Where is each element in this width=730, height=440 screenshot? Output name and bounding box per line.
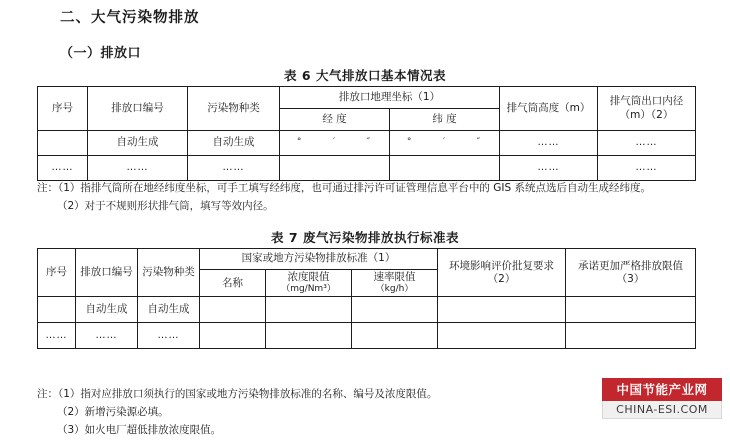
th-standard-name: 名称 xyxy=(200,270,266,297)
cell-standard-name xyxy=(200,297,266,323)
deg-symbol: ° xyxy=(296,137,304,148)
cell-rate-limit xyxy=(352,323,438,349)
deg-symbol: ° xyxy=(406,137,414,148)
cell-pollutant-type: 自动生成 xyxy=(188,131,280,156)
cell-standard-name xyxy=(200,323,266,349)
watermark-site-name: 中国节能产业网 xyxy=(602,378,722,401)
cell-latitude xyxy=(390,156,500,181)
cell-conc-limit xyxy=(266,323,352,349)
th-rate-limit-unit: （kg/h） xyxy=(375,284,414,295)
cell-stack-diameter: …… xyxy=(598,131,696,156)
note-line: （2）新增污染源必填。 xyxy=(57,405,169,418)
table-header-row xyxy=(38,87,696,109)
table7-caption: 表 7 废气污染物排放执行标准表 xyxy=(271,230,459,245)
min-symbol: ′ xyxy=(333,137,338,148)
note-line: 注：（1）指对应排放口须执行的国家或地方污染物排放标准的名称、编号及浓度限值。 xyxy=(37,388,438,400)
cell-longitude xyxy=(280,131,390,156)
cell-stack-height: …… xyxy=(500,156,598,181)
table-header-row xyxy=(38,249,696,270)
subsection-title: （一）排放口 xyxy=(60,46,142,61)
cell-pollutant-type: …… xyxy=(188,156,280,181)
th-standard-group: 国家或地方污染物排放标准（1） xyxy=(200,249,438,270)
cell-latitude xyxy=(390,131,500,156)
cell-no: …… xyxy=(38,323,76,349)
table-waste-gas-standards xyxy=(37,248,696,349)
page-title: 二、大气污染物排放 xyxy=(60,10,200,26)
th-commitment: 承诺更加严格排放限值（3） xyxy=(566,249,696,297)
table-air-outlet-basic xyxy=(37,86,696,181)
cell-outlet-code: 自动生成 xyxy=(76,297,138,323)
th-outlet-code: 排放口编号 xyxy=(76,249,138,297)
table6-notes xyxy=(37,180,697,216)
cell-commitment xyxy=(566,323,696,349)
min-symbol: ′ xyxy=(443,137,448,148)
th-conc-limit-unit: （mg/Nm³） xyxy=(281,284,336,295)
cell-pollutant-type: …… xyxy=(138,323,200,349)
cell-no: …… xyxy=(38,156,88,181)
table-row xyxy=(38,297,696,323)
cell-rate-limit xyxy=(352,297,438,323)
note-line: （3）如火电厂超低排放浓度限值。 xyxy=(57,423,222,436)
th-pollutant-type: 污染物种类 xyxy=(138,249,200,297)
th-coords-group: 排放口地理坐标（1） xyxy=(280,87,500,109)
cell-pollutant-type: 自动生成 xyxy=(138,297,200,323)
watermark-site-url: CHINA-ESI.COM xyxy=(602,401,722,419)
table-row xyxy=(38,323,696,349)
watermark xyxy=(602,378,722,419)
th-conc-limit xyxy=(266,270,352,297)
cell-eia-approval xyxy=(438,297,566,323)
cell-stack-height: …… xyxy=(500,131,598,156)
cell-stack-diameter: …… xyxy=(598,156,696,181)
th-eia-approval: 环境影响评价批复要求（2） xyxy=(438,249,566,297)
table6-caption: 表 6 大气排放口基本情况表 xyxy=(284,68,446,83)
cell-outlet-code: 自动生成 xyxy=(88,131,188,156)
cell-eia-approval xyxy=(438,323,566,349)
th-latitude: 纬 度 xyxy=(390,109,500,131)
note-line: （2）对于不规则形状排气筒，填写等效内径。 xyxy=(57,199,274,212)
th-longitude: 经 度 xyxy=(280,109,390,131)
th-no: 序号 xyxy=(38,249,76,297)
table-row xyxy=(38,131,696,156)
cell-commitment xyxy=(566,297,696,323)
th-rate-limit xyxy=(352,270,438,297)
cell-no xyxy=(38,297,76,323)
cell-conc-limit xyxy=(266,297,352,323)
th-conc-limit-label: 浓度限值 xyxy=(287,271,330,283)
cell-outlet-code: …… xyxy=(76,323,138,349)
cell-outlet-code: …… xyxy=(88,156,188,181)
sec-symbol: ″ xyxy=(366,137,373,148)
th-stack-height: 排气筒高度（m） xyxy=(500,87,598,131)
note-line: 注：（1）指排气筒所在地经纬度坐标，可手工填写经纬度，也可通过排污许可证管理信息平台中的 GIS 系统点选后自动生成经纬度。 xyxy=(37,182,652,194)
th-outlet-code: 排放口编号 xyxy=(88,87,188,131)
cell-no xyxy=(38,131,88,156)
th-stack-diameter: 排气筒出口内径（m）（2） xyxy=(598,87,696,131)
cell-longitude xyxy=(280,156,390,181)
th-rate-limit-label: 速率限值 xyxy=(373,271,416,283)
sec-symbol: ″ xyxy=(476,137,483,148)
th-pollutant-type: 污染物种类 xyxy=(188,87,280,131)
table-row xyxy=(38,156,696,181)
th-no: 序号 xyxy=(38,87,88,131)
table7-notes xyxy=(37,386,697,440)
